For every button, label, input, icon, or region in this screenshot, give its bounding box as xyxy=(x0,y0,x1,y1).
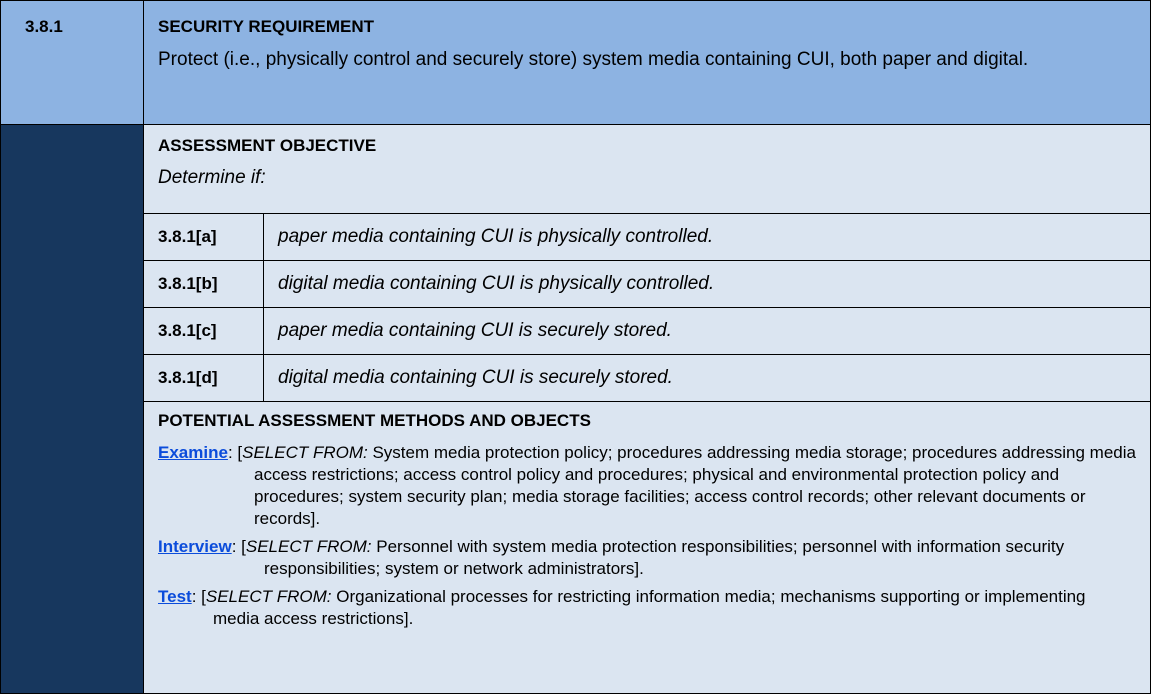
objective-row xyxy=(144,261,1150,308)
requirement-cell xyxy=(144,1,1150,125)
objective-text: digital media containing CUI is securely stored. xyxy=(278,367,673,388)
method-separator: : [ xyxy=(191,587,206,606)
objective-row xyxy=(144,308,1150,355)
test-text: Organizational processes for restricting information media; mechanisms supporting or implementing media access restrictions]. xyxy=(213,587,1086,628)
interview-link[interactable]: Interview xyxy=(158,537,232,556)
objective-intro: Determine if: xyxy=(158,167,266,188)
method-examine xyxy=(158,442,1136,530)
objective-heading: ASSESSMENT OBJECTIVE xyxy=(158,136,377,155)
interview-text: Personnel with system media protection responsibilities; personnel with information security responsibilities; system or network administrators]. xyxy=(264,537,1065,578)
method-separator: : [ xyxy=(227,443,243,462)
select-from-label: SELECT FROM: xyxy=(242,443,368,462)
objective-section xyxy=(144,125,1150,693)
objective-text: digital media containing CUI is physically controlled. xyxy=(278,273,715,294)
side-bar xyxy=(1,125,144,693)
method-separator: : [ xyxy=(231,537,246,556)
examine-link[interactable]: Examine xyxy=(158,443,228,462)
objective-header xyxy=(144,125,1150,214)
method-test xyxy=(158,586,1136,630)
methods-heading: POTENTIAL ASSESSMENT METHODS AND OBJECTS xyxy=(158,411,591,430)
methods-section xyxy=(144,402,1150,693)
select-from-label: SELECT FROM: xyxy=(205,587,332,606)
examine-text: System media protection policy; procedures addressing media storage; procedures addressing media access restrictions; access control policy and procedures; physical and environmental protection policy and procedures; system security plan; media storage facilities; access control records; other relevant documents or records]. xyxy=(254,443,1136,528)
objective-id: 3.8.1[a] xyxy=(144,214,264,260)
requirement-id: 3.8.1 xyxy=(1,1,144,125)
objective-text: paper media containing CUI is physically controlled. xyxy=(278,226,714,247)
method-interview xyxy=(158,536,1136,580)
objective-text: paper media containing CUI is securely stored. xyxy=(278,320,672,341)
objective-id: 3.8.1[b] xyxy=(144,261,264,307)
requirement-heading: SECURITY REQUIREMENT xyxy=(158,17,374,36)
objective-row xyxy=(144,355,1150,402)
objective-id: 3.8.1[d] xyxy=(144,355,264,401)
objective-row xyxy=(144,214,1150,261)
requirement-text: Protect (i.e., physically control and securely store) system media containing CUI, both paper and digital. xyxy=(158,49,1029,70)
select-from-label: SELECT FROM: xyxy=(245,537,372,556)
objective-id: 3.8.1[c] xyxy=(144,308,264,354)
test-link[interactable]: Test xyxy=(158,587,192,606)
